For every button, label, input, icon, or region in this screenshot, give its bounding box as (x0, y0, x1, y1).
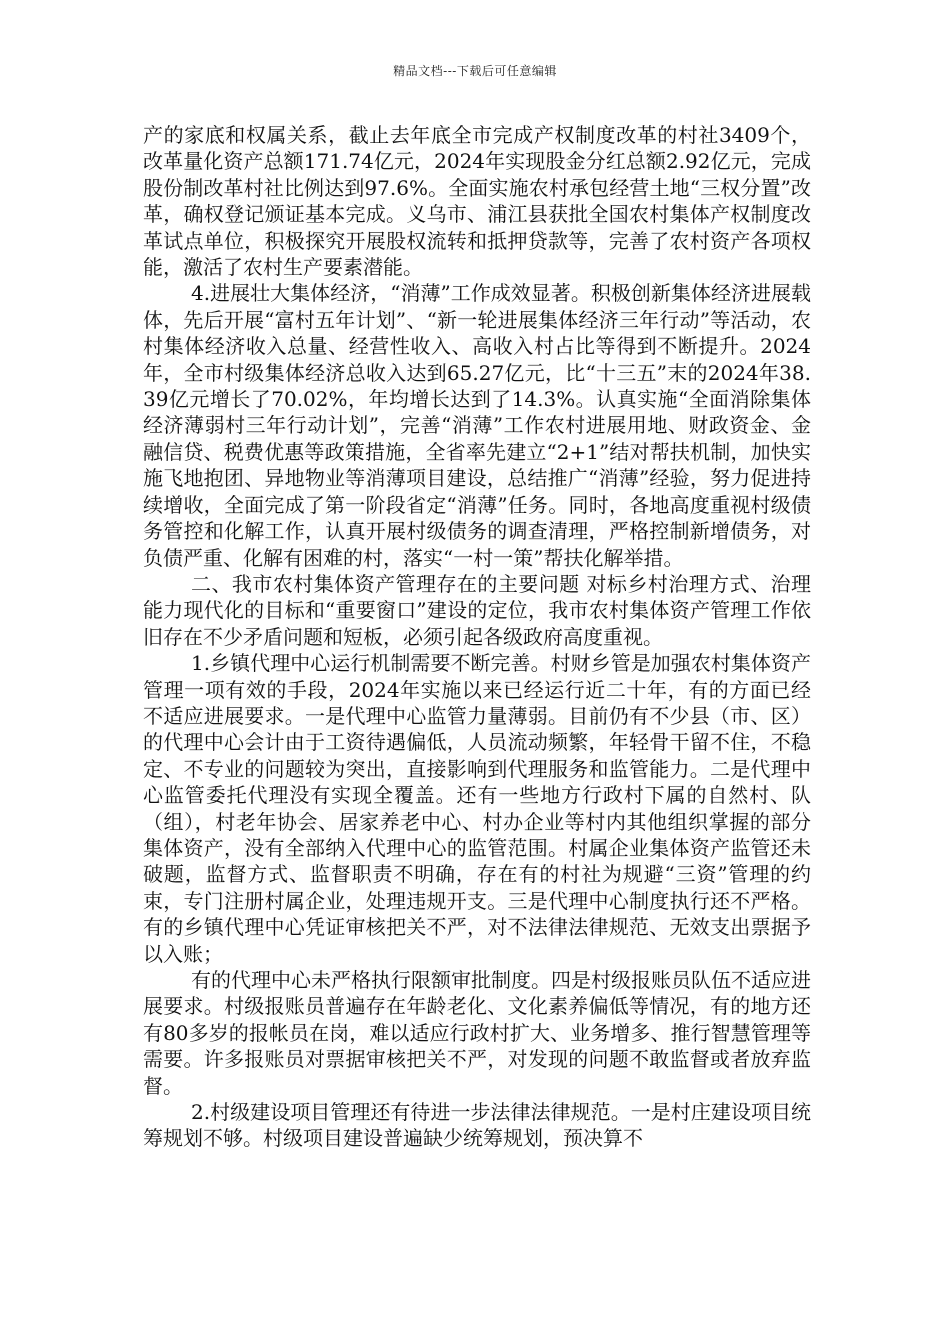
page-header: 精品文档---下载后可任意编辑 (393, 64, 557, 78)
document-body (143, 122, 811, 1152)
paragraph-agency-center: 1.乡镇代理中心运行机制需要不断完善。村财乡管是加强农村集体资产管理一项有效的手段，2024年实施以来已经运行近二十年，有的方面已经不适应进展要求。一是代理中心监管力量薄弱。目前仍有不少县（市、区）的代理中心会计由于工资待遇偏低，人员流动频繁，年轻骨干留不住，不稳定、不专业的问题较为突出，直接影响到代理服务和监管能力。二是代理中心监管委托代理没有实现全覆盖。还有一些地方行政村下属的自然村、队（组），村老年协会、居家养老中心、村办企业等村内其他组织掌握的部分集体资产，没有全部纳入代理中心的监管范围。村属企业集体资产监管还未破题，监督方式、监督职责不明确，存在有的村社为规避“三资”管理的约束，专门注册村属企业，处理违规开支。三是代理中心制度执行还不严格。有的乡镇代理中心凭证审核把关不严，对不法律法律规范、无效支出票据予以入账； (143, 651, 811, 966)
paragraph-construction-projects: 2.村级建设项目管理还有待进一步法律法律规范。一是村庄建设项目统筹规划不够。村级项目建设普遍缺少统筹规划，预决算不 (143, 1100, 811, 1151)
paragraph-section-two-heading: 二、我市农村集体资产管理存在的主要问题 对标乡村治理方式、治理能力现代化的目标和“重要窗口”建设的定位，我市农村集体资产管理工作依旧存在不少矛盾问题和短板，必须引起各级政府高度重视。 (143, 571, 811, 649)
paragraph-property-rights: 产的家底和权属关系，截止去年底全市完成产权制度改革的村社3409个，改革量化资产总额171.74亿元，2024年实现股金分红总额2.92亿元，完成股份制改革村社比例达到97.6%。全面实施农村承包经营土地“三权分置”改革，确权登记颁证基本完成。义乌市、浦江县获批全国农村集体产权制度改革试点单位，积极探究开展股权流转和抵押贷款等，完善了农村资产各项权能，激活了农村生产要素潜能。 (143, 123, 811, 280)
paragraph-accountants: 有的代理中心未严格执行限额审批制度。四是村级报账员队伍不适应进展要求。村级报账员普遍存在年龄老化、文化素养偏低等情况，有的地方还有80多岁的报帐员在岗，难以适应行政村扩大、业务增多、推行智慧管理等需要。许多报账员对票据审核把关不严，对发现的问题不敢监督或者放弃监督。 (143, 968, 811, 1098)
paragraph-collective-economy: 4.进展壮大集体经济，“消薄”工作成效显著。积极创新集体经济进展载体，先后开展“富村五年计划”、“新一轮进展集体经济三年行动”等活动，农村集体经济收入总量、经营性收入、高收入村占比等得到不断提升。2024年，全市村级集体经济总收入达到65.27亿元，比“十三五”末的2024年38.39亿元增长了70.02%，年均增长达到了14.3%。认真实施“全面消除集体经济薄弱村三年行动计划”，完善“消薄”工作农村进展用地、财政资金、金融信贷、税费优惠等政策措施，全省率先建立“2+1”结对帮扶机制，加快实施飞地抱团、异地物业等消薄项目建设，总结推广“消薄”经验，努力促进持续增收，全面完成了第一阶段省定“消薄”任务。同时，各地高度重视村级债务管控和化解工作，认真开展村级债务的调查清理，严格控制新增债务，对负债严重、化解有困难的村，落实“一村一策”帮扶化解举措。 (143, 281, 811, 570)
